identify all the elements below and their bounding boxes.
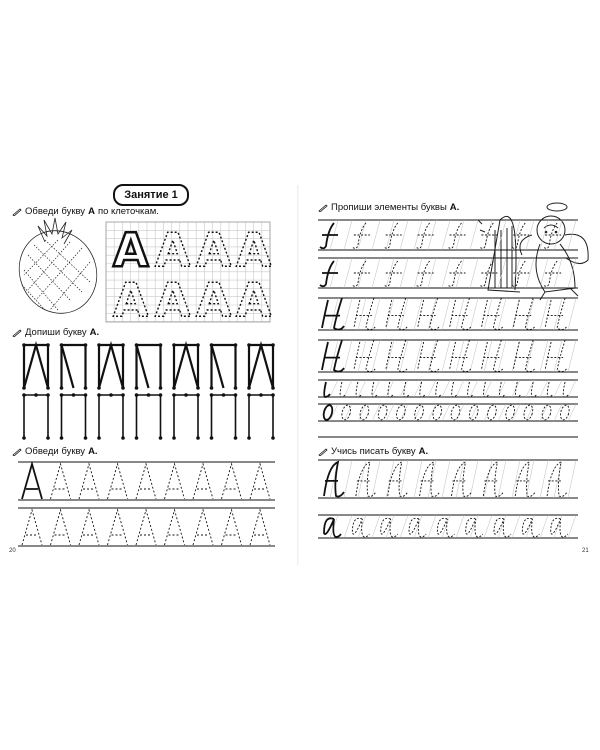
slant-guide (344, 380, 352, 397)
guide-dot (22, 436, 26, 440)
complete-letter-rows (22, 343, 275, 440)
guide-dot (135, 343, 139, 347)
slant-guide (470, 220, 478, 250)
partial-letter (172, 393, 200, 440)
letter-a-dotted (193, 510, 213, 545)
cursive-letter-dotted (384, 261, 402, 286)
cursive-letter-dotted (386, 340, 408, 372)
guide-dot (135, 386, 139, 390)
cursive-letter-dotted (483, 462, 503, 497)
guide-dot (210, 393, 214, 397)
slant-guide (484, 460, 492, 498)
letter-a-dotted: A (113, 273, 149, 327)
letter-a-dotted: A (196, 223, 232, 277)
guide-dot (159, 393, 163, 397)
cursive-letter-dotted (543, 261, 561, 286)
slant-guide (540, 340, 548, 372)
slant-guide (344, 220, 352, 250)
guide-dot (97, 343, 101, 347)
cursive-letter-dotted (500, 382, 506, 397)
slant-guide (512, 298, 520, 330)
partial-letter-frame (212, 395, 236, 438)
slant-guide (372, 515, 380, 538)
slant-guide (386, 298, 394, 330)
cursive-letter-solid (320, 223, 338, 248)
slant-guide (372, 220, 380, 250)
letter-a-dotted: A (236, 273, 272, 327)
guide-dot (271, 436, 275, 440)
instruction-text: Допиши букву (25, 327, 87, 338)
slant-guide (540, 298, 548, 330)
guide-dot (97, 436, 101, 440)
slant-guide (344, 298, 352, 330)
slant-guide (400, 515, 408, 538)
guide-dot (147, 393, 151, 397)
guide-dot (121, 386, 125, 390)
letter-a-dotted (165, 510, 185, 545)
slant-guide (568, 404, 576, 421)
letter-a-dotted: A (155, 223, 191, 277)
cursive-letter-dotted (494, 518, 511, 537)
partial-letter (172, 343, 200, 390)
cursive-letter-dotted (547, 382, 553, 397)
guide-dot (46, 343, 50, 347)
slant-guide (554, 298, 562, 330)
slant-guide (512, 515, 520, 538)
cursive-letter-dotted (420, 382, 426, 397)
slant-guide (386, 340, 394, 372)
instruction-suffix: по клеточкам. (97, 206, 159, 217)
guide-dot (247, 436, 251, 440)
guide-dot (135, 393, 139, 397)
guide-dot (234, 343, 238, 347)
slant-guide (414, 380, 422, 397)
partial-letter-frame (137, 395, 161, 438)
guide-dot (159, 436, 163, 440)
cursive-letter-dotted (384, 223, 402, 248)
guide-dot (97, 386, 101, 390)
slant-guide (568, 380, 576, 397)
letter-a-dotted (108, 510, 128, 545)
partial-letter-frame (24, 395, 48, 438)
slant-guide (470, 380, 478, 397)
guide-dot (210, 436, 214, 440)
slant-guide (470, 340, 478, 372)
guide-dot (84, 393, 88, 397)
guide-dot (271, 393, 275, 397)
cursive-letter-dotted (551, 518, 568, 537)
partial-letter (210, 393, 238, 440)
guide-dot (159, 343, 163, 347)
letter-a-dotted: A (196, 273, 232, 327)
cursive-letter-dotted (381, 518, 398, 537)
cursive-letter-dotted (450, 340, 472, 372)
guide-dot (234, 393, 238, 397)
cursive-letter-dotted (515, 382, 521, 397)
partial-letter (135, 393, 163, 440)
slant-guide (456, 298, 464, 330)
partial-letter (22, 343, 50, 390)
slant-guide (428, 515, 436, 538)
oval-element-dotted (340, 404, 352, 421)
letter-a-dotted (136, 510, 156, 545)
guide-dot (172, 343, 176, 347)
slant-guide (470, 460, 478, 498)
slant-guide (554, 380, 562, 397)
guide-dot (172, 386, 176, 390)
cursive-letter-dotted (416, 261, 434, 286)
instruction-letter: А. (89, 327, 100, 338)
slant-guide (456, 515, 464, 538)
slant-guide (372, 258, 380, 288)
partial-letter-stroke (137, 345, 149, 388)
guide-dot (184, 393, 188, 397)
slant-guide (344, 340, 352, 372)
letter-a-dotted (79, 464, 99, 499)
guide-dot (72, 393, 76, 397)
partial-letter-stroke (24, 345, 48, 388)
letter-a-dotted (222, 464, 242, 499)
slant-guide (498, 460, 506, 498)
guide-dot (271, 386, 275, 390)
cursive-letter-dotted (352, 261, 370, 286)
cursive-letter-dotted (388, 382, 394, 397)
cursive-letter-dotted (404, 382, 410, 397)
trace-letter-rows (18, 462, 275, 546)
letter-a-dotted: A (236, 223, 272, 277)
guide-dot (247, 386, 251, 390)
cursive-letter-dotted (352, 518, 369, 537)
partial-letter-frame (62, 345, 86, 388)
slant-guide (386, 404, 394, 421)
partial-letter-frame (24, 345, 48, 388)
slant-guide (498, 404, 506, 421)
pineapple-illustration (6, 218, 110, 326)
slant-guide (442, 404, 450, 421)
guide-dot (46, 436, 50, 440)
guide-dot (210, 386, 214, 390)
guide-dot (60, 436, 64, 440)
letter-a-dotted (22, 510, 42, 545)
slant-guide (526, 220, 534, 250)
partial-letter-frame (249, 345, 273, 388)
guide-dot (196, 386, 200, 390)
letter-a-outline: A (113, 223, 149, 277)
slant-guide (470, 298, 478, 330)
guide-dot (121, 393, 125, 397)
cursive-letter-dotted (436, 382, 442, 397)
guide-dot (46, 386, 50, 390)
guide-dot (121, 343, 125, 347)
cursive-letter-dotted (481, 340, 503, 372)
cursive-letter-dotted (356, 462, 376, 497)
guide-dot (60, 343, 64, 347)
oval-element-solid (322, 404, 334, 421)
cursive-letter-dotted (452, 382, 458, 397)
slant-guide (540, 380, 548, 397)
letter-a-dotted (51, 510, 71, 545)
partial-letter-frame (99, 395, 123, 438)
guide-dot (196, 393, 200, 397)
slant-guide (344, 258, 352, 288)
slant-guide (498, 258, 506, 288)
guide-dot (172, 393, 176, 397)
partial-letter-stroke (99, 345, 123, 388)
instruction-text: Обведи букву (25, 206, 86, 217)
slant-guide (512, 460, 520, 498)
cursive-letter-dotted (545, 340, 567, 372)
left-page-number: 20 (9, 548, 16, 554)
lesson-badge: Занятие 1 (113, 184, 189, 206)
cursive-letter-dotted (511, 261, 529, 286)
letter-a-dotted (165, 464, 185, 499)
instruction-text: Учись писать букву (331, 446, 416, 457)
cursive-letter-dotted (386, 298, 408, 330)
partial-letter (135, 343, 163, 390)
cursive-letter-dotted (484, 382, 490, 397)
slant-guide (358, 340, 366, 372)
partial-letter (97, 343, 125, 390)
guide-dot (196, 436, 200, 440)
cursive-letter-dotted (416, 223, 434, 248)
letter-a-dotted (250, 464, 270, 499)
partial-letter-stroke (249, 345, 273, 388)
cursive-letter-dotted (522, 518, 539, 537)
guide-dot (247, 343, 251, 347)
oval-element-dotted (450, 404, 462, 421)
oval-element-dotted (468, 404, 480, 421)
angel-harp-illustration (478, 203, 588, 300)
partial-letter-stroke (212, 345, 224, 388)
cursive-letter-solid (322, 340, 344, 372)
slant-guide (344, 460, 352, 498)
partial-letter-stroke (174, 345, 198, 388)
slant-guide (554, 340, 562, 372)
partial-letter-frame (174, 345, 198, 388)
letter-a-solid (22, 464, 42, 499)
partial-letter (60, 343, 88, 390)
cursive-letter-dotted (466, 518, 483, 537)
slant-guide (372, 460, 380, 498)
guide-dot (247, 393, 251, 397)
slant-guide (330, 380, 338, 397)
instruction-text: Обведи букву (25, 446, 86, 457)
cursive-letter-dotted (468, 382, 474, 397)
slant-guide (372, 298, 380, 330)
guide-dot (84, 343, 88, 347)
oval-element-dotted (413, 404, 425, 421)
guide-dot (109, 393, 113, 397)
slant-guide (372, 380, 380, 397)
slant-guide (442, 380, 450, 397)
letter-a-dotted (250, 510, 270, 545)
partial-letter-frame (137, 345, 161, 388)
guide-dot (22, 393, 26, 397)
slant-guide (568, 340, 576, 372)
partial-letter (60, 393, 88, 440)
guide-dot (222, 393, 226, 397)
guide-dot (159, 386, 163, 390)
guide-dot (196, 343, 200, 347)
slant-guide (358, 460, 366, 498)
letter-a-dotted (108, 464, 128, 499)
slant-guide (414, 460, 422, 498)
partial-letter-frame (249, 395, 273, 438)
cursive-letter-solid (322, 298, 344, 330)
slant-guide (442, 460, 450, 498)
cursive-letter-dotted (388, 462, 408, 497)
slant-guide (484, 515, 492, 538)
cursive-letter-dotted (452, 462, 472, 497)
slant-guide (344, 515, 352, 538)
cursive-letter-dotted (450, 298, 472, 330)
guide-dot (234, 436, 238, 440)
slant-guide (442, 258, 450, 288)
partial-letter-frame (62, 395, 86, 438)
guide-dot (259, 393, 263, 397)
guide-dot (60, 393, 64, 397)
letter-a-dotted (79, 510, 99, 545)
oval-element-dotted (395, 404, 407, 421)
partial-letter-frame (99, 345, 123, 388)
partial-letter-stroke (62, 345, 74, 388)
cursive-letter-solid (324, 518, 341, 537)
slant-guide (512, 340, 520, 372)
slant-guide (442, 298, 450, 330)
slant-guide (428, 298, 436, 330)
guide-dot (172, 436, 176, 440)
partial-letter (247, 393, 275, 440)
guide-dot (121, 436, 125, 440)
slant-guide (442, 340, 450, 372)
cursive-letter-dotted (448, 261, 466, 286)
slant-guide (568, 460, 576, 498)
letter-a-dotted: A (155, 273, 191, 327)
cursive-letter-dotted (481, 298, 503, 330)
cursive-letter-dotted (563, 382, 569, 397)
slant-guide (498, 340, 506, 372)
guide-dot (60, 386, 64, 390)
guide-dot (135, 436, 139, 440)
slant-guide (484, 340, 492, 372)
instruction-letter: А. (88, 446, 98, 457)
oval-element-dotted (523, 404, 535, 421)
cursive-letter-dotted (547, 462, 567, 497)
cursive-practice-rows (318, 220, 578, 538)
cursive-letter-dotted (513, 340, 535, 372)
partial-letter-frame (174, 395, 198, 438)
guide-dot (22, 343, 26, 347)
slant-guide (526, 298, 534, 330)
slant-guide (358, 298, 366, 330)
oval-element-dotted (504, 404, 516, 421)
slant-guide (470, 258, 478, 288)
guide-dot (210, 343, 214, 347)
slant-guide (512, 380, 520, 397)
cursive-letter-dotted (513, 298, 535, 330)
slant-guide (540, 404, 548, 421)
slant-guide (372, 340, 380, 372)
cursive-letter-solid (320, 261, 338, 286)
slant-guide (498, 298, 506, 330)
slant-guide (456, 380, 464, 397)
slant-guide (526, 340, 534, 372)
slant-guide (428, 460, 436, 498)
guide-dot (34, 393, 38, 397)
partial-letter (247, 343, 275, 390)
letter-a-dotted (136, 464, 156, 499)
cursive-letter-solid (324, 382, 330, 397)
oval-element-dotted (359, 404, 371, 421)
slant-guide (568, 515, 576, 538)
instruction-text: Пропиши элементы буквы (331, 202, 447, 213)
guide-dot (84, 436, 88, 440)
partial-letter (22, 393, 50, 440)
letter-a-dotted (193, 464, 213, 499)
slant-guide (442, 220, 450, 250)
slant-guide (428, 380, 436, 397)
cursive-letter-dotted (448, 223, 466, 248)
slant-guide (456, 340, 464, 372)
letter-a-dotted (222, 510, 242, 545)
slant-guide (358, 380, 366, 397)
guide-dot (22, 386, 26, 390)
letter-a-dotted (51, 464, 71, 499)
cursive-letter-dotted (545, 298, 567, 330)
partial-letter (210, 343, 238, 390)
partial-letter (97, 393, 125, 440)
slant-guide (568, 298, 576, 330)
guide-dot (97, 393, 101, 397)
slant-guide (386, 460, 394, 498)
slant-guide (484, 298, 492, 330)
guide-dot (84, 386, 88, 390)
instruction-letter: А. (449, 202, 460, 213)
instruction-letter: А (88, 206, 95, 217)
slant-guide (428, 340, 436, 372)
guide-dot (271, 343, 275, 347)
right-page-number: 21 (582, 548, 589, 554)
instruction-letter: А. (418, 446, 429, 457)
slant-guide (540, 515, 548, 538)
cursive-letter-dotted (352, 223, 370, 248)
guide-dot (234, 386, 238, 390)
partial-letter-frame (212, 345, 236, 388)
slant-guide (428, 404, 436, 421)
slant-guide (540, 460, 548, 498)
slant-guide (358, 404, 366, 421)
slant-guide (526, 258, 534, 288)
oval-element-dotted (431, 404, 443, 421)
guide-dot (46, 393, 50, 397)
